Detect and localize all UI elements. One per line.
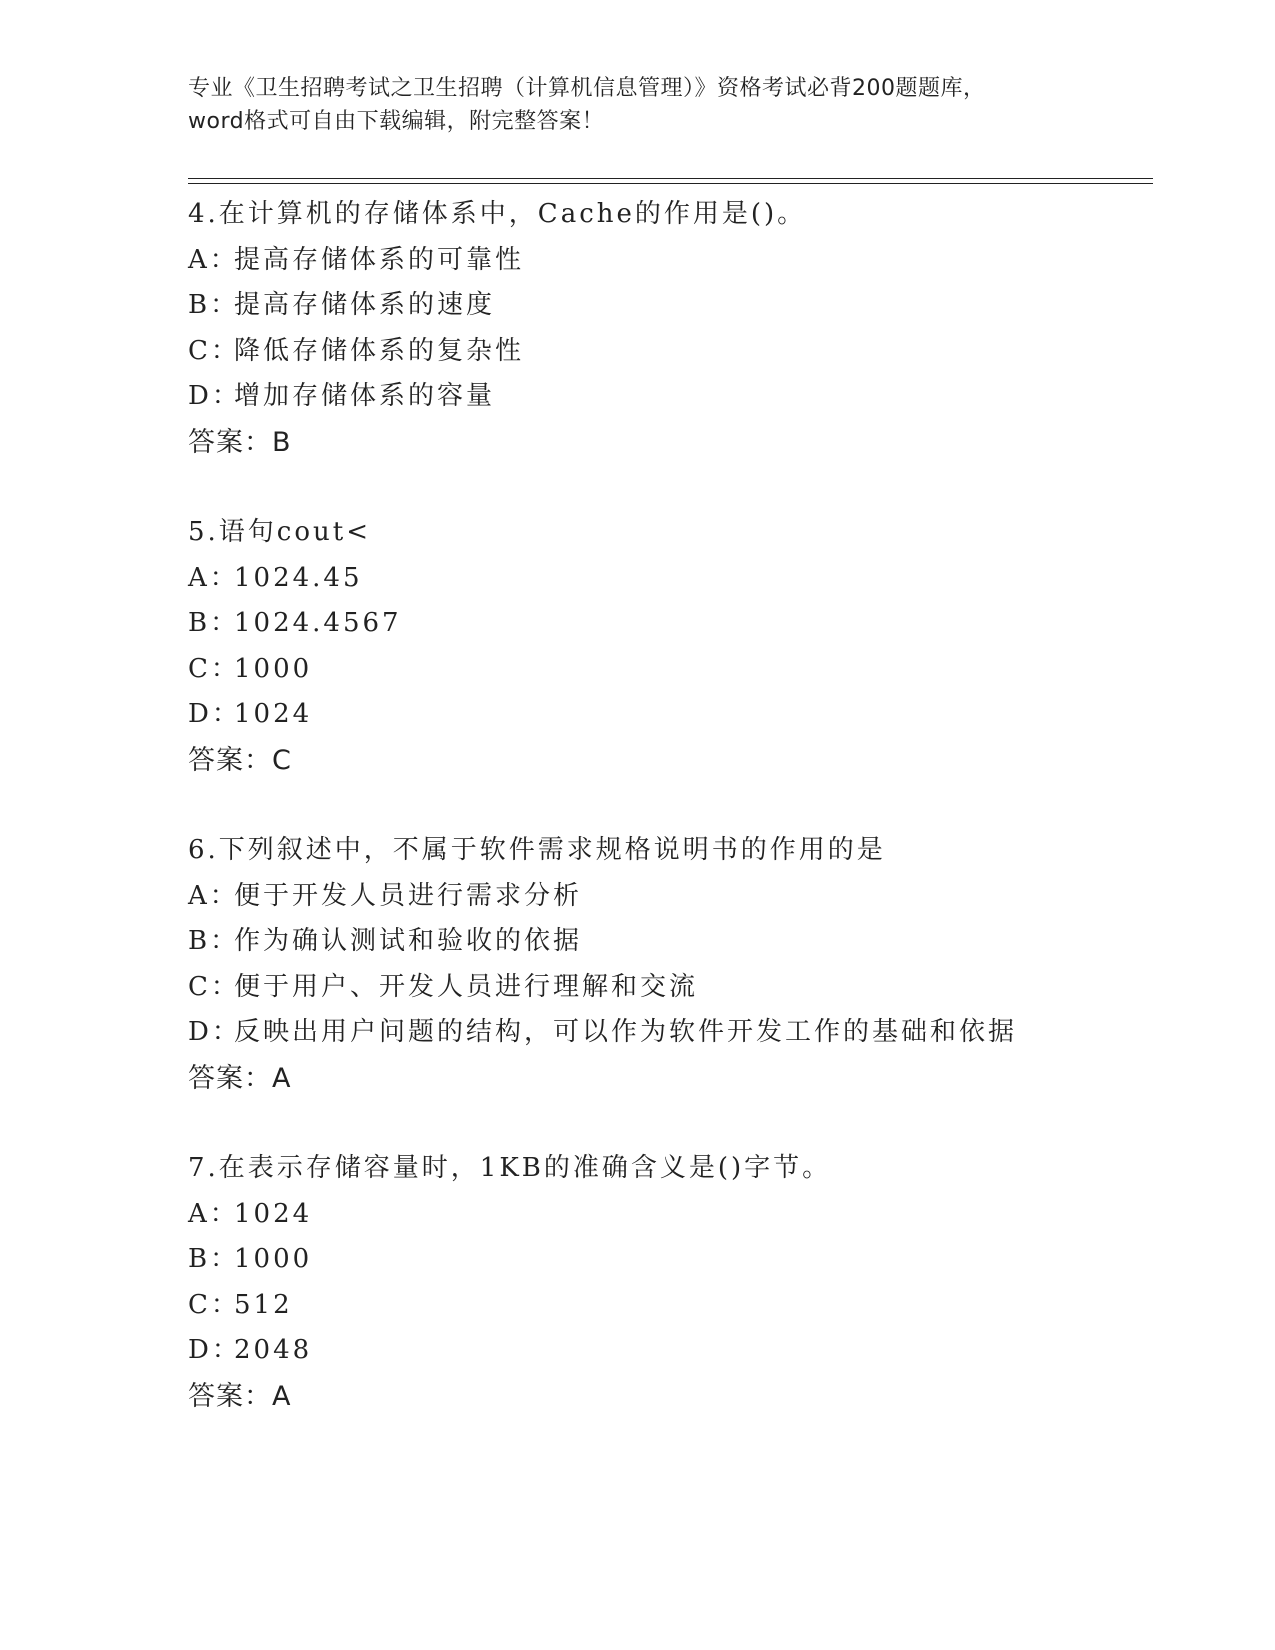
question-block bbox=[188, 828, 1148, 1101]
question-stem: 7.在表示存储容量时，1KB的准确含义是()字节。 bbox=[188, 1153, 832, 1183]
option-text: 作为确认测试和验收的依据 bbox=[234, 926, 583, 956]
option-b bbox=[188, 283, 1148, 329]
header-divider-bottom bbox=[188, 183, 1153, 184]
option-letter: C： bbox=[188, 971, 240, 1002]
option-c bbox=[188, 1283, 1148, 1329]
option-a bbox=[188, 556, 1148, 602]
option-d bbox=[188, 1328, 1148, 1374]
option-text: 1024 bbox=[234, 1198, 313, 1229]
option-c bbox=[188, 965, 1148, 1011]
option-letter: B： bbox=[188, 608, 240, 638]
question-stem: 5.语句cout< bbox=[188, 517, 372, 547]
question-block bbox=[188, 1146, 1148, 1419]
option-d bbox=[188, 692, 1148, 738]
option-a bbox=[188, 238, 1148, 284]
header-line-1: 专业《卫生招聘考试之卫生招聘（计算机信息管理）》资格考试必背200题题库， bbox=[188, 76, 986, 101]
option-text: 便于开发人员进行需求分析 bbox=[234, 880, 583, 911]
option-text: 1024.4567 bbox=[234, 608, 402, 638]
option-letter: C： bbox=[188, 653, 240, 684]
document-header bbox=[188, 72, 1088, 138]
option-a bbox=[188, 874, 1148, 920]
option-a bbox=[188, 1192, 1148, 1238]
answer-line: 答案：B bbox=[188, 426, 292, 458]
option-letter: D： bbox=[188, 1335, 241, 1365]
question-list bbox=[188, 192, 1148, 1464]
option-letter: B： bbox=[188, 290, 240, 320]
header-divider-top bbox=[188, 178, 1153, 179]
answer-line: 答案：A bbox=[188, 1062, 292, 1094]
option-text: 1000 bbox=[234, 1244, 313, 1274]
answer-line: 答案：C bbox=[188, 744, 292, 776]
question-block bbox=[188, 510, 1148, 783]
option-letter: C： bbox=[188, 335, 240, 366]
option-letter: C： bbox=[188, 1289, 240, 1320]
header-line-2: word格式可自由下载编辑，附完整答案！ bbox=[188, 109, 605, 134]
option-text: 1024.45 bbox=[234, 562, 363, 593]
option-b bbox=[188, 919, 1148, 965]
option-letter: D： bbox=[188, 381, 241, 411]
option-c bbox=[188, 329, 1148, 375]
answer-line: 答案：A bbox=[188, 1380, 292, 1412]
option-letter: D： bbox=[188, 1017, 241, 1047]
option-letter: A： bbox=[188, 562, 239, 593]
option-text: 便于用户、开发人员进行理解和交流 bbox=[234, 971, 699, 1002]
option-text: 512 bbox=[234, 1289, 293, 1320]
question-stem: 6.下列叙述中，不属于软件需求规格说明书的作用的是 bbox=[188, 835, 886, 865]
option-text: 降低存储体系的复杂性 bbox=[234, 335, 525, 366]
option-text: 提高存储体系的速度 bbox=[234, 290, 496, 320]
option-text: 提高存储体系的可靠性 bbox=[234, 244, 525, 275]
option-b bbox=[188, 1237, 1148, 1283]
option-text: 1000 bbox=[234, 653, 313, 684]
option-letter: D： bbox=[188, 699, 241, 729]
question-stem: 4.在计算机的存储体系中，Cache的作用是()。 bbox=[188, 199, 807, 229]
option-d bbox=[188, 374, 1148, 420]
option-b bbox=[188, 601, 1148, 647]
option-letter: A： bbox=[188, 244, 239, 275]
option-letter: A： bbox=[188, 1198, 239, 1229]
option-letter: B： bbox=[188, 926, 240, 956]
option-c bbox=[188, 647, 1148, 693]
question-block bbox=[188, 192, 1148, 465]
option-d bbox=[188, 1010, 1148, 1056]
option-letter: A： bbox=[188, 880, 239, 911]
option-text: 2048 bbox=[234, 1335, 313, 1365]
option-text: 1024 bbox=[234, 699, 313, 729]
option-text: 反映出用户问题的结构，可以作为软件开发工作的基础和依据 bbox=[234, 1017, 1018, 1047]
option-letter: B： bbox=[188, 1244, 240, 1274]
option-text: 增加存储体系的容量 bbox=[234, 381, 496, 411]
